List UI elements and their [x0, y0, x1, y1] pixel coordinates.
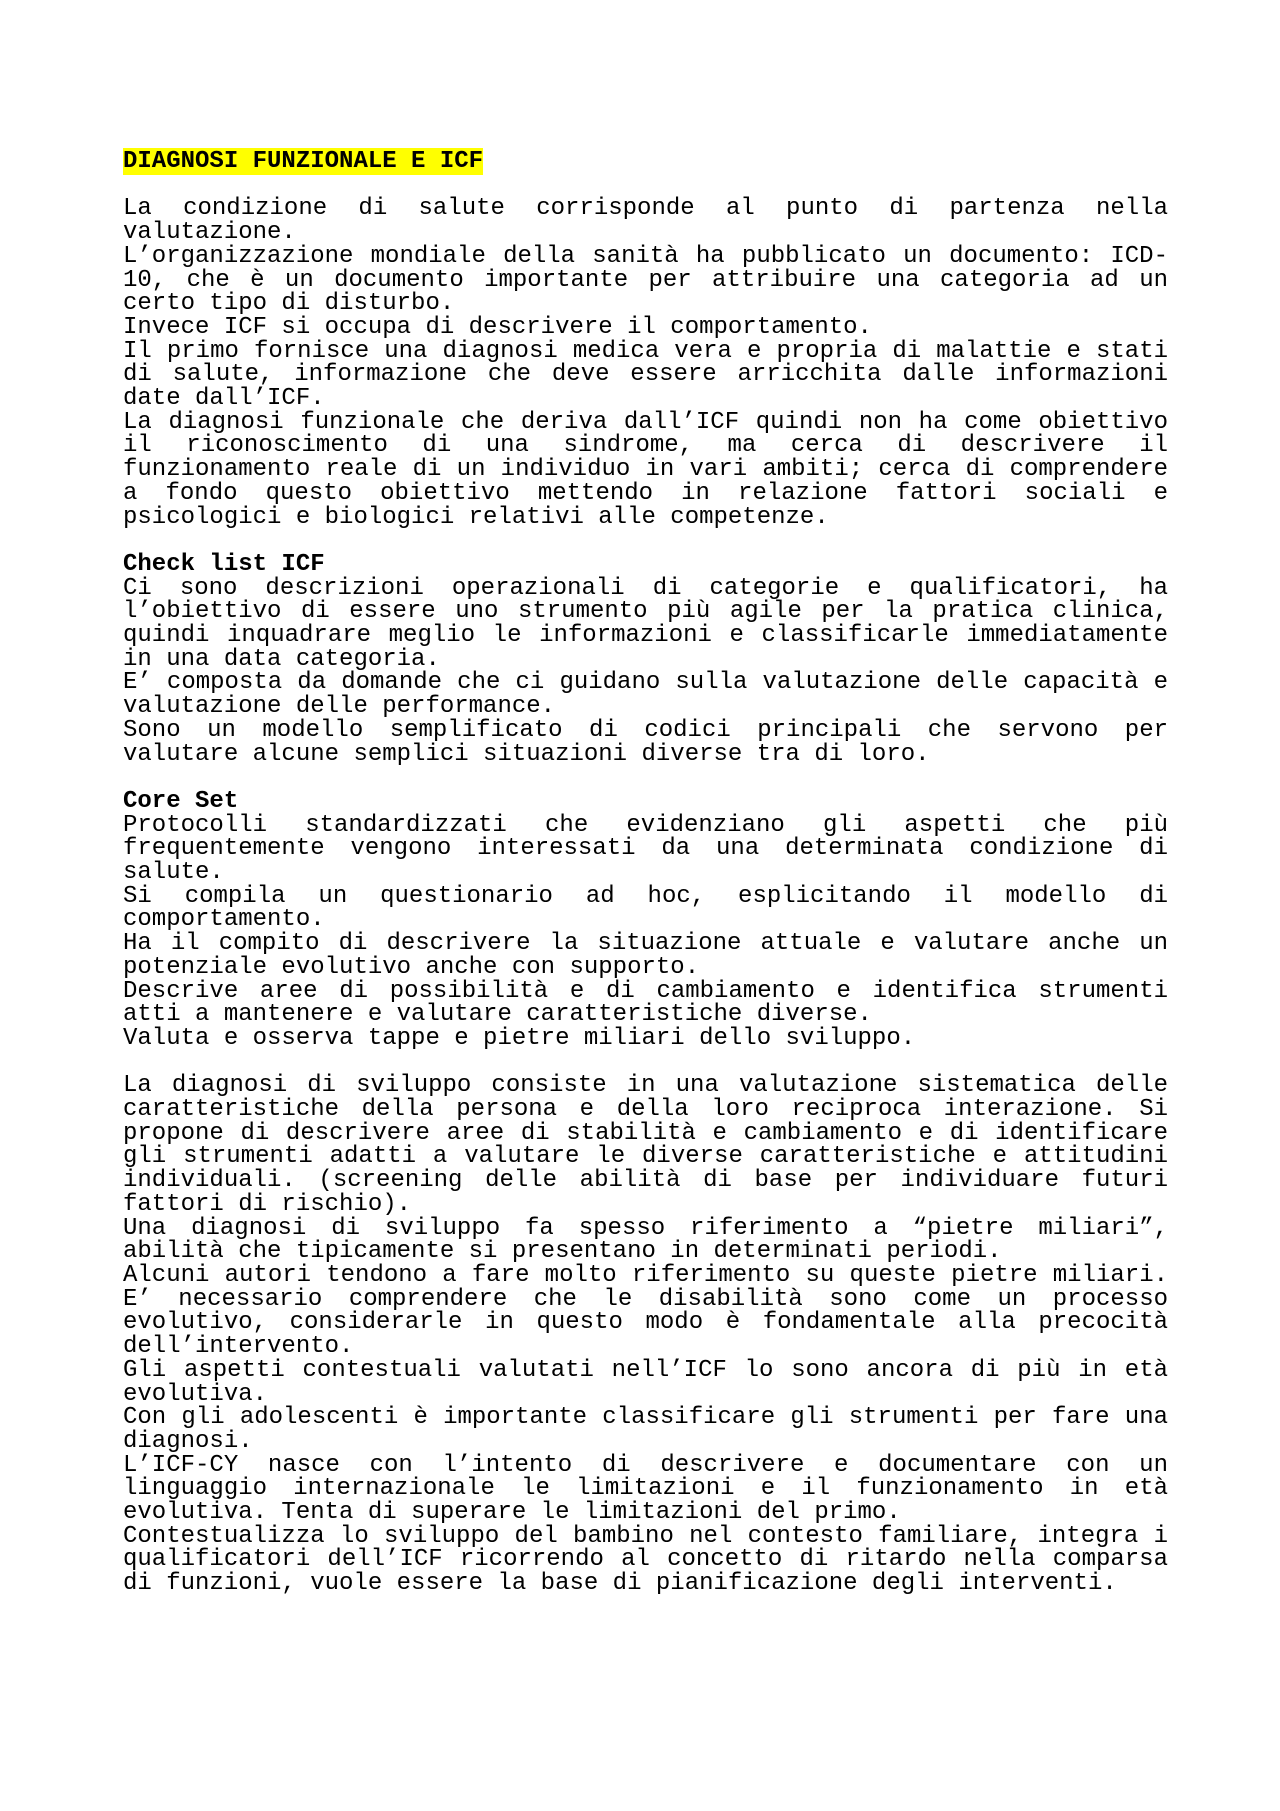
paragraph: Gli aspetti contestuali valutati nell’ICF lo sono ancora di più in età evolutiva.: [123, 1356, 1168, 1408]
intro-section: [123, 197, 1168, 529]
title-highlight: DIAGNOSI FUNZIONALE E ICF: [123, 148, 484, 175]
document-page: [123, 150, 1168, 1596]
paragraph: Si compila un questionario ad hoc, esplicitando il modello di comportamento.: [123, 882, 1168, 934]
spacer: [123, 1051, 1168, 1075]
paragraph: Alcuni autori tendono a fare molto riferimento su queste pietre miliari. E’ necessario comprendere che le disabilità sono come un processo evolutivo, considerarle in questo modo è fondamentale alla precocità dell’intervento.: [123, 1261, 1168, 1361]
paragraph: Con gli adolescenti è importante classificare gli strumenti per fare una diagnosi.: [123, 1404, 1168, 1455]
paragraph: Sono un modello semplificato di codici principali che servono per valutare alcune semplici situazioni diverse tra di loro.: [123, 716, 1168, 768]
paragraph: Valuta e osserva tappe e pietre miliari dello sviluppo.: [123, 1024, 916, 1052]
coreset-section: [123, 787, 1168, 1052]
paragraph: L’ICF-CY nasce con l’intento di descrivere e documentare con un linguaggio internazionale le limitazioni e il funzionamento in età evolutiva. Tenta di superare le limitazioni del primo.: [123, 1451, 1168, 1527]
paragraph: Invece ICF si occupa di descrivere il comportamento.: [123, 313, 872, 341]
paragraph: Una diagnosi di sviluppo fa spesso riferimento a “pietre miliari”, abilità che tipicamente si presentano in determinati periodi.: [123, 1214, 1168, 1266]
paragraph: L’organizzazione mondiale della sanità ha pubblicato un documento: ICD-10, che è un documento importante per attribuire una categoria ad un certo tipo di disturbo.: [123, 242, 1168, 318]
paragraph: La condizione di salute corrisponde al punto di partenza nella valutazione.: [123, 195, 1168, 247]
checklist-section: [123, 550, 1168, 768]
paragraph: La diagnosi di sviluppo consiste in una valutazione sistematica delle caratteristiche della persona e della loro reciproca interazione. Si propone di descrivere aree di stabilità e cambiamento e di identificare gli strumenti adatti a valutare le diverse caratteristiche e attitudini individuali. (screening delle abilità di base per individuare futuri fattori di rischio).: [123, 1072, 1168, 1218]
spacer: [123, 766, 1168, 790]
paragraph: La diagnosi funzionale che deriva dall’ICF quindi non ha come obiettivo il riconoscimento di una sindrome, ma cerca di descrivere il funzionamento reale di un individuo in vari ambiti; cerca di comprendere a fondo questo obiettivo mettendo in relazione fattori sociali e psicologici e biologici relativi alle competenze.: [123, 408, 1168, 531]
spacer: [123, 174, 1168, 198]
paragraph: E’ composta da domande che ci guidano sulla valutazione delle capacità e valutazione delle performance.: [123, 669, 1168, 721]
document-title: [123, 150, 1168, 174]
coreset-heading: Core Set: [123, 787, 239, 815]
paragraph: Protocolli standardizzati che evidenziano gli aspetti che più frequentemente vengono interessati da una determinata condizione di salute.: [123, 811, 1168, 887]
paragraph: Ha il compito di descrivere la situazione attuale e valutare anche un potenziale evolutivo anche con supporto.: [123, 930, 1168, 981]
paragraph: Ci sono descrizioni operazionali di categorie e qualificatori, ha l’obiettivo di essere uno strumento più agile per la pratica clinica, quindi inquadrare meglio le informazioni e classificarle immediatamente in una data categoria.: [123, 574, 1168, 673]
spacer: [123, 529, 1168, 553]
checklist-heading: Check list ICF: [123, 550, 325, 578]
paragraph: Descrive aree di possibilità e di cambiamento e identifica strumenti atti a mantenere e valutare caratteristiche diverse.: [123, 977, 1168, 1029]
paragraph: Contestualizza lo sviluppo del bambino nel contesto familiare, integra i qualificatori dell’ICF ricorrendo al concetto di ritardo nella comparsa di funzioni, vuole essere la base di pianificazione degli interventi.: [123, 1522, 1168, 1598]
sviluppo-section: [123, 1072, 1168, 1598]
paragraph: Il primo fornisce una diagnosi medica vera e propria di malattie e stati di salute, informazione che deve essere arricchita dalle informazioni date dall’ICF.: [123, 337, 1168, 413]
